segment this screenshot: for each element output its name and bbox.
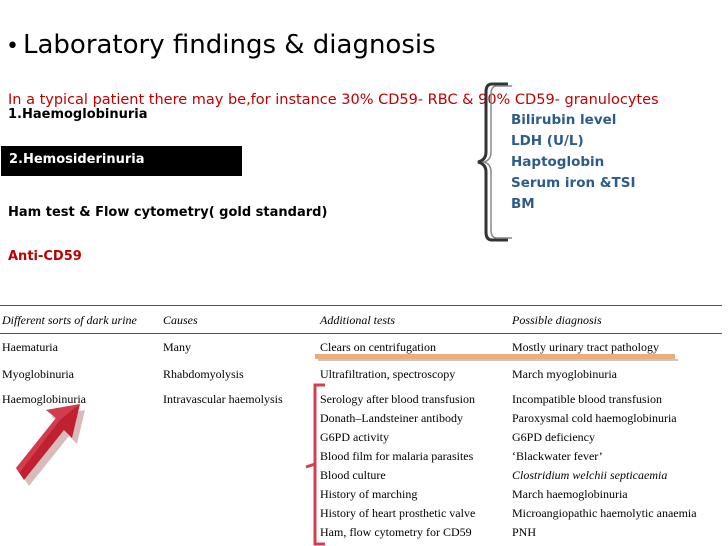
table-cell-diagnosis: ‘Blackwater fever’ (512, 449, 603, 463)
table-cell-type: Haemoglobinuria (2, 392, 86, 406)
table-cell-test: History of marching (320, 487, 418, 501)
table-header-causes: Causes (163, 313, 198, 327)
lab-test-item: LDH (U/L) (511, 133, 584, 149)
table-cell-cause: Rhabdomyolysis (163, 367, 244, 381)
title-text: Laboratory findings & diagnosis (22, 30, 436, 60)
highlight-bar-shadow (318, 359, 678, 361)
table-cell-test: Ultrafiltration, spectroscopy (320, 367, 456, 381)
anti-cd59-text: Anti-CD59 (8, 249, 82, 264)
table-cell-cause: Intravascular haemolysis (163, 392, 283, 406)
table-cell-diagnosis: Paroxysmal cold haemoglobinuria (512, 411, 677, 425)
lab-test-item: Bilirubin level (511, 112, 617, 128)
table-header-type: Different sorts of dark urine (2, 313, 137, 327)
table-cell-diagnosis: Clostridium welchii septicaemia (512, 468, 668, 482)
table-header-rule (0, 333, 722, 334)
table-cell-test: Blood film for malaria parasites (320, 449, 474, 463)
lab-test-item: Haptoglobin (511, 154, 605, 170)
table-cell-diagnosis: March haemoglobinuria (512, 487, 628, 501)
table-cell-type: Haematuria (2, 340, 58, 354)
table-cell-test: Ham, flow cytometry for CD59 (320, 525, 472, 539)
table-cell-type: Myoglobinuria (2, 367, 74, 381)
table-cell-diagnosis: PNH (512, 525, 537, 539)
curly-brace-shadow (484, 86, 512, 238)
table-cell-diagnosis: Incompatible blood transfusion (512, 392, 662, 406)
table-cell-test: Serology after blood transfusion (320, 392, 475, 406)
table-header-tests: Additional tests (320, 313, 395, 327)
lab-test-item: BM (511, 196, 535, 212)
table-cell-cause: Many (163, 340, 191, 354)
arrow-up-right-icon (16, 404, 85, 486)
lab-test-item: Serum iron &TSI (511, 175, 636, 191)
table-cell-diagnosis: Mostly urinary tract pathology (512, 340, 659, 354)
table-cell-test: Blood culture (320, 468, 386, 482)
table-cell-diagnosis: G6PD deficiency (512, 430, 595, 444)
table-cell-diagnosis: March myoglobinuria (512, 367, 617, 381)
finding-haemoglobinuria: 1.Haemoglobinuria (8, 107, 148, 122)
table-cell-test: Clears on centrifugation (320, 340, 436, 354)
table-cell-test: G6PD activity (320, 430, 389, 444)
table-header-diagnosis: Possible diagnosis (512, 313, 602, 327)
ham-test-text: Ham test & Flow cytometry( gold standard) (8, 205, 328, 220)
table-cell-test: Donath–Landsteiner antibody (320, 411, 463, 425)
intro-text: In a typical patient there may be,for instance 30% CD59- RBC & 90% CD59- granulocytes (8, 92, 659, 108)
finding-hemosiderinuria: 2.Hemosiderinuria (9, 152, 145, 167)
table-cell-diagnosis: Microangiopathic haemolytic anaemia (512, 506, 697, 520)
table-cell-test: History of heart prosthetic valve (320, 506, 476, 520)
title-bullet: • (6, 34, 19, 59)
table-top-rule (0, 305, 722, 306)
